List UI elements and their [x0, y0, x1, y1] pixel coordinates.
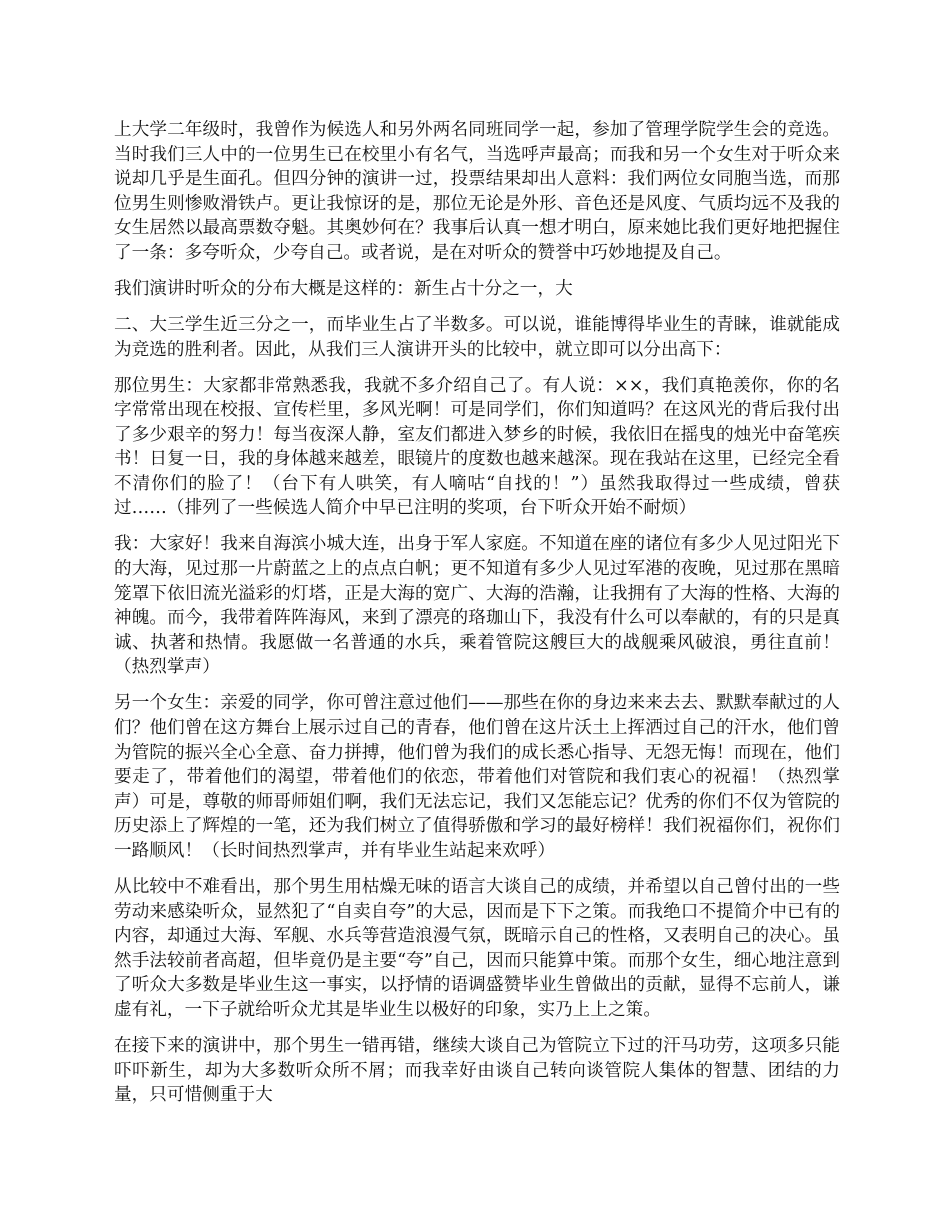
paragraph-later-speeches: 在接下来的演讲中，那个男生一错再错，继续大谈自己为管院立下过的汗马功劳，这项多只能吓吓新生，却为大多数听众所不屑；而我幸好由谈自己转向谈管院人集体的智慧、团结的力量，只可惜侧重于大 [114, 1035, 840, 1106]
document-body [114, 118, 840, 1119]
paragraph-election-intro: 上大学二年级时，我曾作为候选人和另外两名同班同学一起，参加了管理学院学生会的竞选。当时我们三人中的一位男生已在校里小有名气，当选呼声最高；而我和另一个女生对于听众来说却几乎是生面孔。但四分钟的演讲一过，投票结果却出人意料：我们两位女同胞当选，而那位男生则惨败滑铁卢。更让我惊讶的是，那位无论是外形、音色还是风度、气质均远不及我的女生居然以最高票数夺魁。其奥妙何在？我事后认真一想才明白，原来她比我们更好地把握住了一条：多夸听众，少夸自己。或者说，是在对听众的赞誉中巧妙地提及自己。 [114, 120, 840, 263]
paragraph-my-speech: 我：大家好！我来自海滨小城大连，出身于军人家庭。不知道在座的诸位有多少人见过阳光下的大海，见过那一片蔚蓝之上的点点白帆；更不知道有多少人见过军港的夜晚，见过那在黑暗笼罩下依旧流光溢彩的灯塔，正是大海的宽广、大海的浩瀚，让我拥有了大海的性格、大海的神魄。而今，我带着阵阵海风，来到了漂亮的珞珈山下，我没有什么可以奉献的，有的只是真诚、执著和热情。我愿做一名普通的水兵，乘着管院这艘巨大的战舰乘风破浪，勇往直前！（热烈掌声） [114, 534, 840, 678]
paragraph-female-speech: 另一个女生：亲爱的同学，你可曾注意过他们——那些在你的身边来来去去、默默奉献过的人们？他们曾在这方舞台上展示过自己的青春，他们曾在这片沃土上挥洒过自己的汗水，他们曾为管院的振兴全心全意、奋力拼搏，他们曾为我们的成长悉心指导、无怨无悔！而现在，他们要走了，带着他们的渴望，带着他们的依恋，带着他们对管院和我们衷心的祝福！（热烈掌声）可是，尊敬的师哥师姐们啊，我们无法忘记，我们又怎能忘记？优秀的你们不仅为管院的历史添上了辉煌的一笔，还为我们树立了值得骄傲和学习的最好榜样！我们祝福你们，祝你们一路顺风！（长时间热烈掌声，并有毕业生站起来欢呼） [114, 693, 840, 861]
paragraph-audience-distribution: 我们演讲时听众的分布大概是这样的：新生占十分之一，大 [114, 278, 573, 299]
paragraph-male-speech: 那位男生：大家都非常熟悉我，我就不多介绍自己了。有人说：××，我们真艳羡你，你的名字常常出现在校报、宣传栏里，多风光啊！可是同学们，你们知道吗？在这风光的背后我付出了多少艰辛的努力！每当夜深人静，室友们都进入梦乡的时候，我依旧在摇曳的烛光中奋笔疾书！日复一日，我的身体越来越差，眼镜片的度数也越来越深。现在我站在这里，已经完全看不清你们的脸了！（台下有人哄笑，有人嘀咕“自找的！”）虽然我取得过一些成绩，曾获过……（排列了一些候选人简介中早已注明的奖项，台下听众开始不耐烦） [114, 375, 840, 519]
paragraph-comparison-analysis: 从比较中不难看出，那个男生用枯燥无味的语言大谈自己的成绩，并希望以自己曾付出的一些劳动来感染听众，显然犯了“自卖自夸”的大忌，因而是下下之策。而我绝口不提简介中已有的内容，却通过大海、军舰、水兵等营造浪漫气氛，既暗示自己的性格，又表明自己的决心。虽然手法较前者高超，但毕竟仍是主要“夸”自己，因而只能算中策。而那个女生，细心地注意到了听众大多数是毕业生这一事实，以抒情的语调盛赞毕业生曾做出的贡献，显得不忘前人，谦虚有礼，一下子就给听众尤其是毕业生以极好的印象，实乃上上之策。 [114, 876, 840, 1020]
paragraph-audience-continued: 二、大三学生近三分之一，而毕业生占了半数多。可以说，谁能博得毕业生的青睐，谁就能成为竞选的胜利者。因此，从我们三人演讲开头的比较中，就立即可以分出高下： [114, 314, 840, 360]
